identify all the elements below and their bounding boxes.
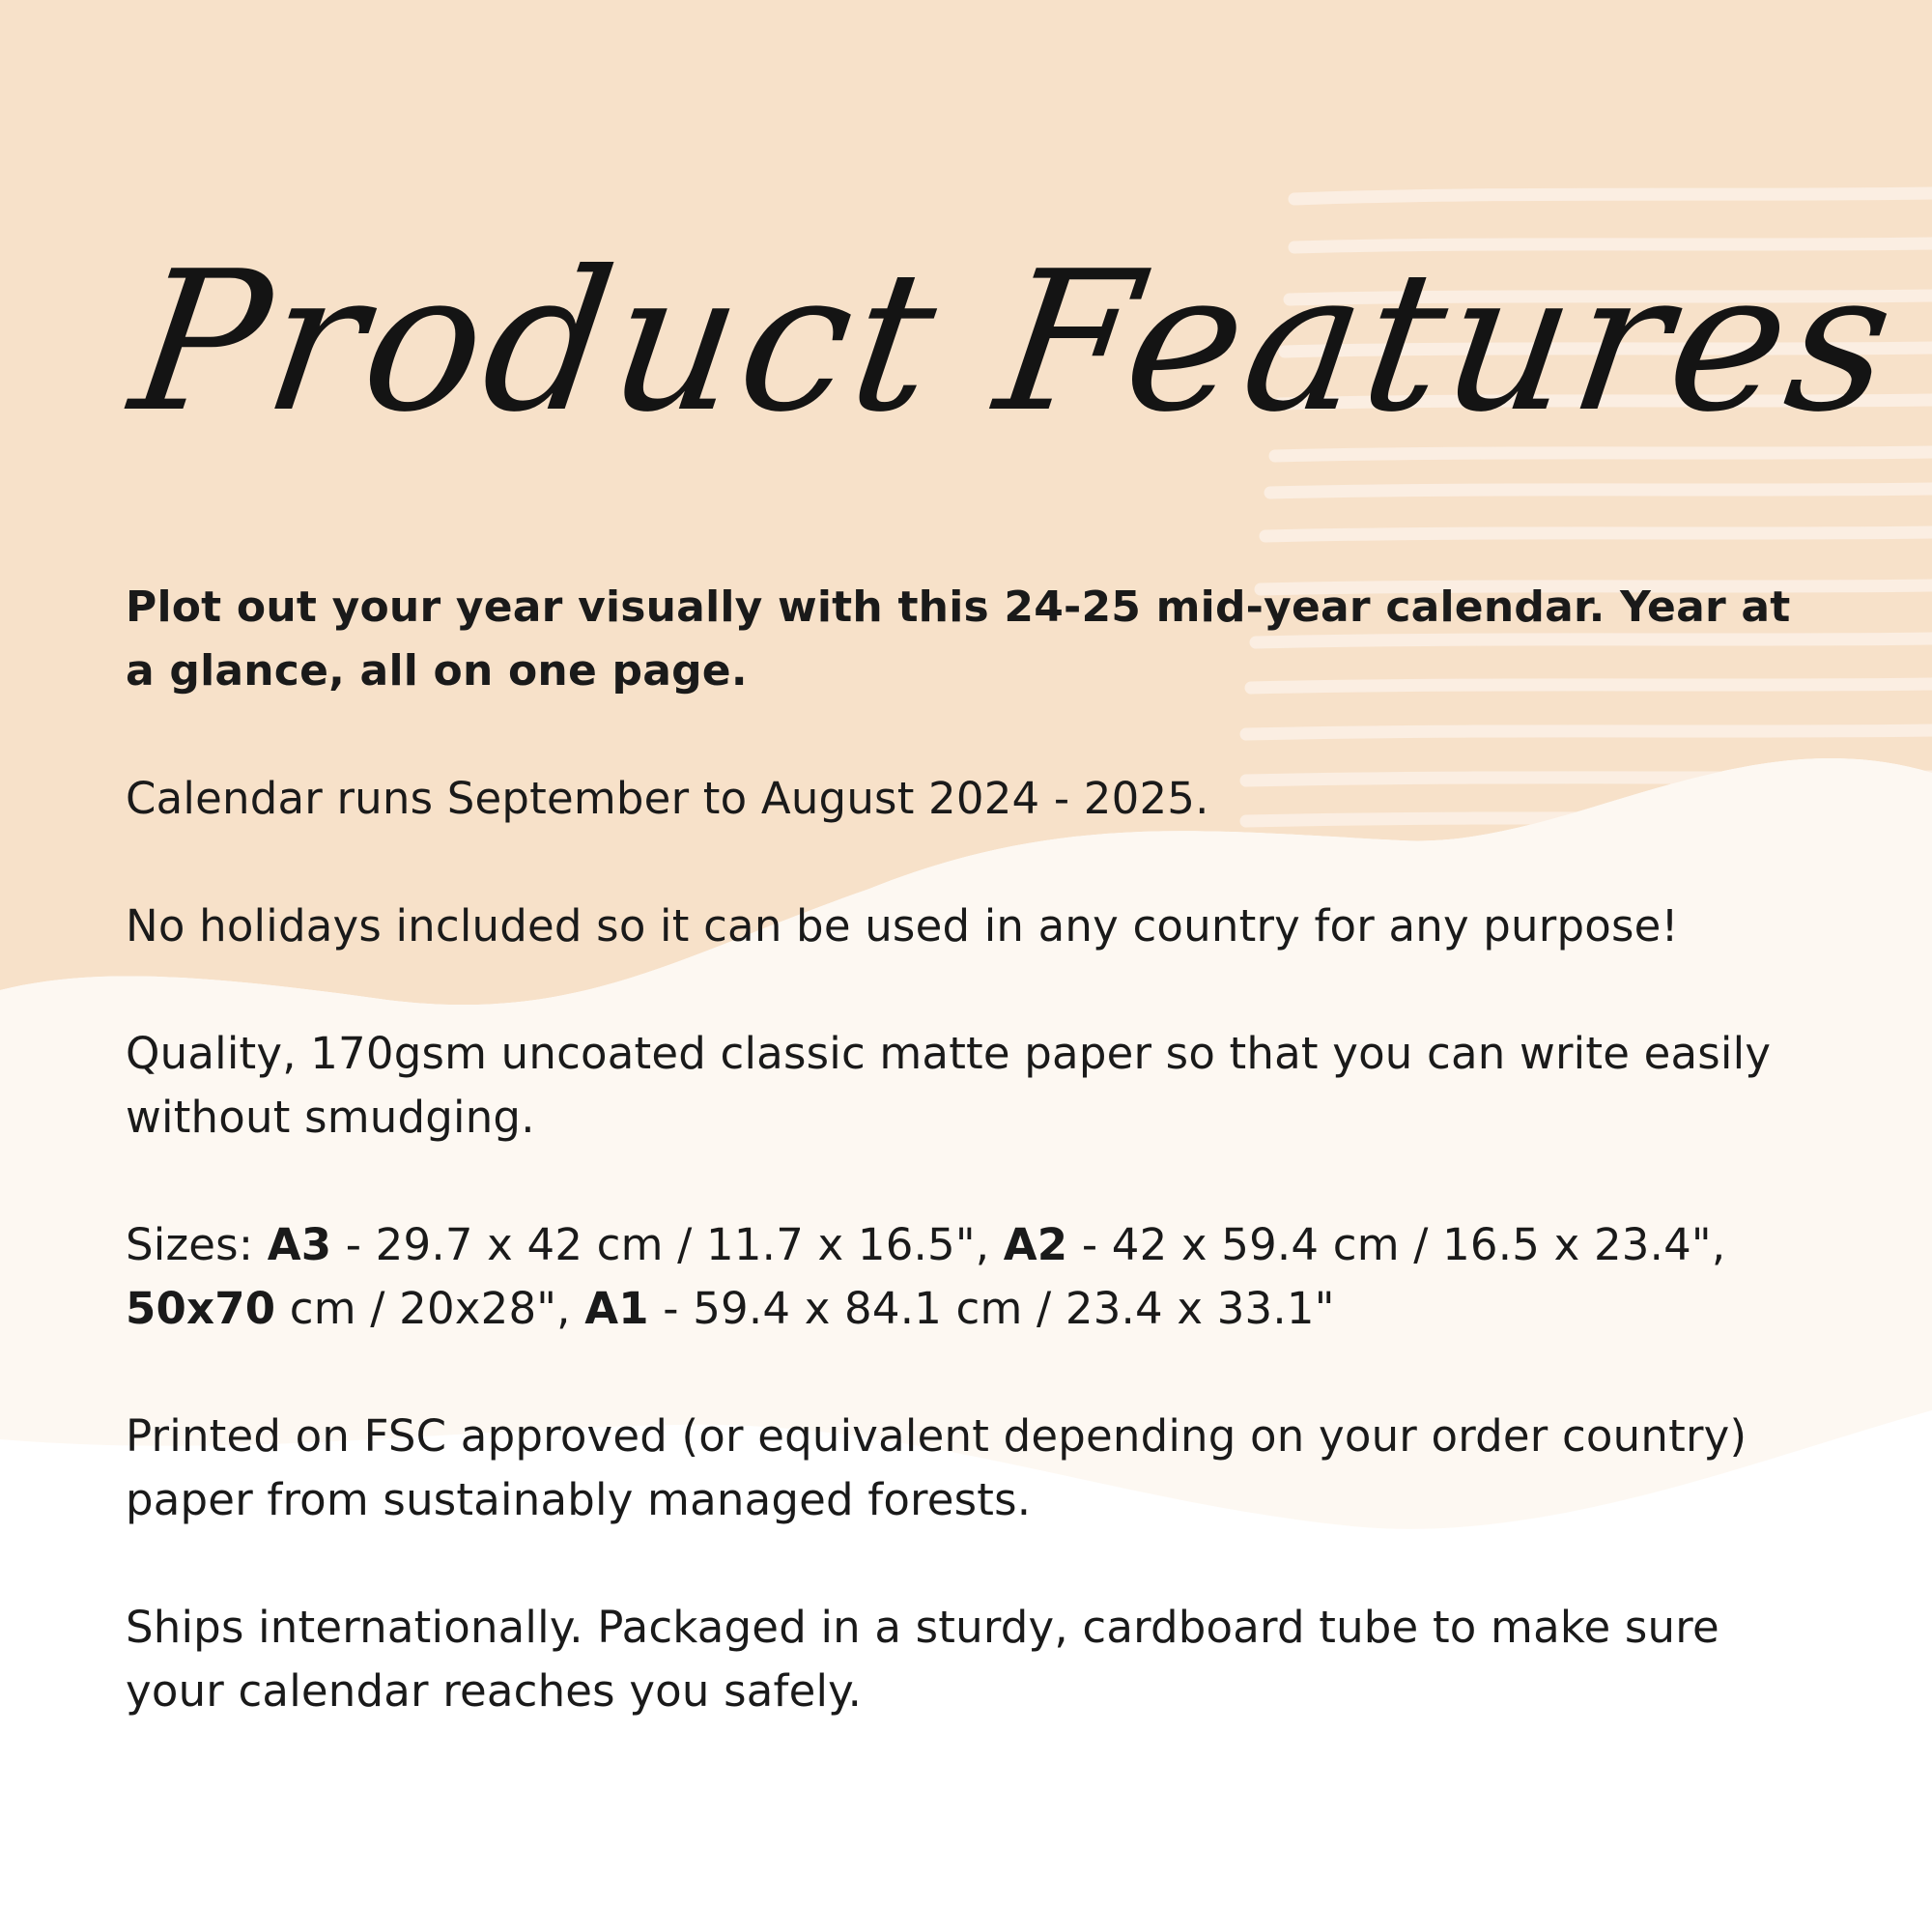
size-a1-dimensions: - 59.4 x 84.1 cm / 23.4 x 33.1": [648, 1283, 1335, 1334]
holidays-paragraph: No holidays included so it can be used in any country for any purpose!: [126, 900, 1679, 952]
size-a1-label: A1: [584, 1283, 649, 1334]
size-50x70-label: 50x70: [126, 1283, 276, 1334]
feature-list: [126, 576, 1826, 1787]
printing-paragraph: Printed on FSC approved (or equivalent depending on your order country) paper from sustainably managed forests.: [126, 1410, 1747, 1525]
size-50x70-dimensions: cm / 20x28",: [275, 1283, 585, 1334]
sizes-paragraph: [126, 1213, 1826, 1341]
sizes-lead: Sizes:: [126, 1219, 268, 1270]
page-title: Product Features: [120, 230, 1910, 455]
size-a3-label: A3: [267, 1219, 332, 1270]
intro-paragraph: Plot out your year visually with this 24-25 mid-year calendar. Year at a glance, all on one page.: [126, 582, 1791, 696]
run-dates-paragraph: Calendar runs September to August 2024 - 2025.: [126, 773, 1209, 824]
shipping-paragraph: Ships internationally. Packaged in a sturdy, cardboard tube to make sure your calendar reaches you safely.: [126, 1602, 1719, 1717]
size-a2-label: A2: [1003, 1219, 1068, 1270]
size-a2-dimensions: - 42 x 59.4 cm / 16.5 x 23.4",: [1067, 1219, 1726, 1270]
paper-paragraph: Quality, 170gsm uncoated classic matte paper so that you can write easily without smudging.: [126, 1028, 1772, 1143]
size-a3-dimensions: - 29.7 x 42 cm / 11.7 x 16.5",: [331, 1219, 1004, 1270]
